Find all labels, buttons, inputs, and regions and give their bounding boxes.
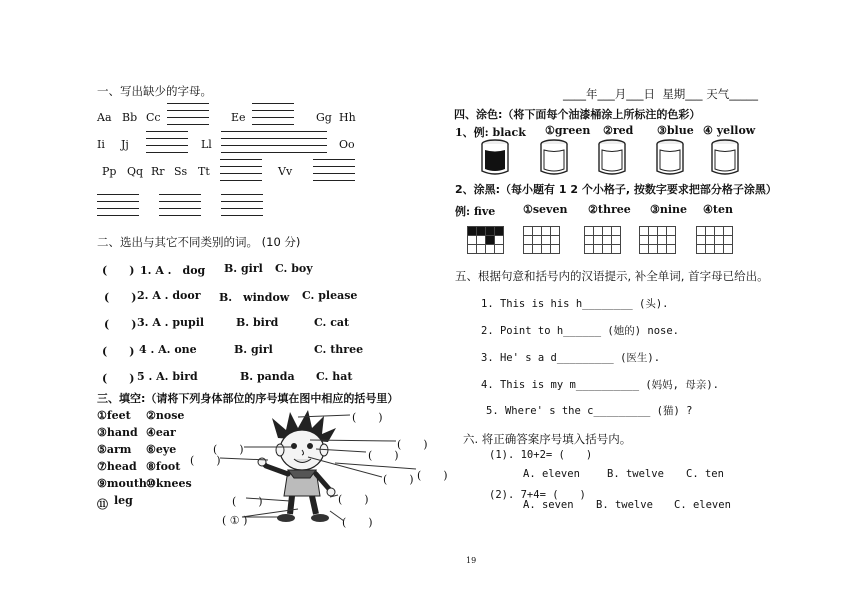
part-item: ⑥eye [146,443,177,456]
section4-subtitle: 2、涂黑:（每小题有 1 2 个小格子, 按数字要求把部分格子涂黑） [455,183,777,196]
part-item: ③hand [97,426,138,439]
part-item: ①feet [97,409,131,422]
grid-seven[interactable] [523,226,560,254]
fill-item-4[interactable]: 4. This is my m__________ (妈妈, 母亲). [481,379,719,391]
option-a: 5 . A. bird [137,370,198,383]
option-b: B. window [219,291,290,304]
section6-title: 六. 将正确答案序号填入括号内。 [463,432,632,446]
page-number: 19 [466,556,477,565]
example-black-label: 1、例: black [455,126,526,139]
label-paren-nose[interactable]: ( ) [417,469,448,482]
color-label-yellow: ④ yellow [703,124,756,137]
part-item: ⑤arm [97,443,132,456]
letter-aa: Aa [97,111,112,124]
paint-can-blue[interactable] [654,139,686,177]
grid-ten[interactable] [696,226,733,254]
label-paren-head[interactable]: ( ) [352,411,383,424]
letter-jj: Jj [121,138,129,151]
option-b: B. girl [234,343,273,356]
letter-ss: Ss [174,165,188,178]
count-label-nine: ③nine [650,203,688,216]
option-b: B. panda [240,370,295,383]
month-blank: ___ [597,87,615,101]
letter-ii: Ii [97,138,105,151]
section5-title: 五、根据句意和括号内的汉语提示, 补全单词, 首字母已给出。 [455,269,769,283]
question-2[interactable]: (2). 7+4= ( ) [489,489,586,501]
answer-paren[interactable]: ( ) [102,345,135,358]
month-label: 月 [614,87,627,101]
paint-can-green[interactable] [538,139,570,177]
option-c: C. boy [275,262,313,275]
paint-can-black [479,139,511,177]
date-weather-header [563,86,758,102]
option-b: B. bird [236,316,279,329]
fill-item-3[interactable]: 3. He' s a d_________ (医生). [481,352,661,364]
weather-field: 天气_____ [706,87,758,101]
letter-ll: Ll [201,138,212,151]
paint-can-red[interactable] [596,139,628,177]
color-label-red: ②red [603,124,634,137]
label-paren-ear[interactable]: ( ) [397,438,428,451]
year-blank: ____ [563,87,586,101]
weekday-field: 星期___ [662,87,703,101]
option-b: B. girl [224,262,263,275]
part-item: leg [114,494,133,507]
label-paren-arm[interactable]: ( ) [190,454,221,467]
letter-oo: Oo [339,138,355,151]
answer-paren[interactable]: ( ) [104,318,137,331]
paint-can-yellow[interactable] [709,139,741,177]
part-item: ④ear [146,426,176,439]
grid-example-five [467,226,504,254]
label-paren-eye[interactable]: ( ) [368,449,399,462]
part-item: ⑧foot [146,460,181,473]
count-label-seven: ①seven [523,203,568,216]
option-a: 2. A . door [137,289,201,302]
q2-option-c: C. eleven [674,499,731,511]
letter-bb: Bb [122,111,138,124]
count-label-ten: ④ten [703,203,733,216]
answer-paren[interactable]: ( ) [102,372,135,385]
grid-nine[interactable] [639,226,676,254]
grid-three[interactable] [584,226,621,254]
letter-hh: Hh [339,111,356,124]
day-blank: ___ [626,87,644,101]
color-label-blue: ③blue [657,124,694,137]
q1-option-a: A. eleven [523,468,580,480]
pointer-lines [180,405,440,530]
option-a: 4 . A. one [139,343,197,356]
label-paren-foot[interactable]: ( ) [342,516,373,529]
question-1[interactable]: (1). 10+2= ( ) [489,449,593,461]
label-paren-mouth[interactable]: ( ) [383,473,414,486]
letter-rr: Rr [151,165,165,178]
letter-gg: Gg [316,111,332,124]
letter-cc: Cc [146,111,161,124]
label-paren-foot-filled[interactable]: ( ① ) [222,514,248,527]
option-c: C. please [302,289,358,302]
section4-title: 四、涂色:（将下面每个油漆桶涂上所标注的色彩） [454,108,701,121]
section1-title: 一、写出缺少的字母。 [97,84,212,98]
color-label-green: ①green [545,124,591,137]
label-paren-knees[interactable]: ( ) [232,495,263,508]
option-c: C. hat [316,370,353,383]
letter-vv: Vv [278,165,293,178]
letter-ee: Ee [231,111,246,124]
part-item: ⑪ [97,498,108,511]
fill-item-2[interactable]: 2. Point to h______ (她的) nose. [481,325,680,337]
year-label: 年 [586,87,598,101]
label-paren-hand[interactable]: ( ) [213,443,244,456]
answer-paren[interactable]: ( ) [104,291,137,304]
fill-item-5[interactable]: 5. Where' s the c_________ (猫) ? [486,405,693,417]
example-five-label: 例: five [455,205,496,218]
part-item: ②nose [146,409,185,422]
label-paren-leg[interactable]: ( ) [338,493,369,506]
option-a: 3. A . pupil [137,316,205,329]
count-label-three: ②three [588,203,631,216]
q2-option-b: B. twelve [596,499,653,511]
letter-qq: Qq [127,165,144,178]
letter-pp: Pp [102,165,117,178]
fill-item-1[interactable]: 1. This is his h________ (头). [481,298,669,310]
answer-paren[interactable]: ( ) [102,264,135,277]
q2-option-a: A. seven [523,499,574,511]
part-item: ⑨mouth [97,477,147,490]
part-item: ⑩knees [146,477,192,490]
section2-title: 二、选出与其它不同类别的词。 (10 分) [97,235,301,249]
letter-tt: Tt [198,165,210,178]
section3-title: 三、填空:（请将下列身体部位的序号填在图中相应的括号里） [97,392,399,405]
q1-option-c: C. ten [686,468,724,480]
option-a: 1. A . dog [140,264,206,277]
part-item: ⑦head [97,460,137,473]
day-label: 日 [643,87,655,101]
q1-option-b: B. twelve [607,468,664,480]
option-c: C. cat [314,316,350,329]
option-c: C. three [314,343,364,356]
